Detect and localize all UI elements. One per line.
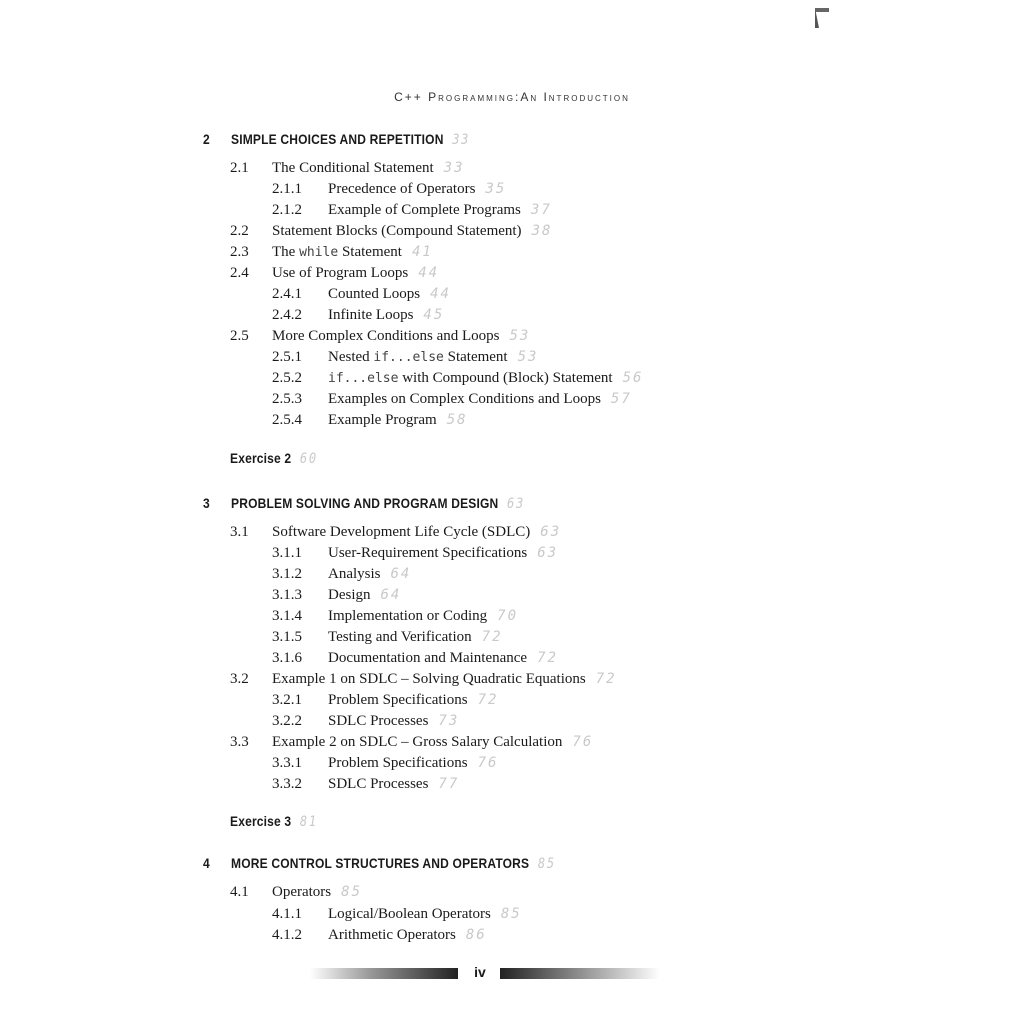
footer-bar-left bbox=[310, 968, 458, 979]
toc-title-text: Problem Specifications bbox=[328, 692, 468, 708]
toc-page-number: 60 bbox=[299, 451, 318, 467]
toc-page-number: 63 bbox=[540, 524, 562, 540]
toc-page-number: 86 bbox=[465, 927, 487, 943]
toc-entry-number: 3.3.2 bbox=[272, 776, 302, 792]
toc-entry-title bbox=[328, 905, 522, 923]
toc-page-number: 56 bbox=[622, 370, 644, 386]
toc-entry-title bbox=[230, 812, 318, 831]
toc-entry-number: 3.3 bbox=[230, 734, 249, 750]
toc-title-text: Analysis bbox=[328, 566, 381, 582]
toc-entry-title bbox=[230, 449, 318, 468]
toc-entry-number: 3 bbox=[203, 495, 210, 511]
toc-entry-number: 4.1.1 bbox=[272, 906, 302, 922]
toc-title-text: Logical/Boolean Operators bbox=[328, 906, 491, 922]
toc-entry-title bbox=[328, 754, 498, 772]
toc-page-number: 33 bbox=[443, 160, 465, 176]
toc-title-text: SDLC Processes bbox=[328, 776, 429, 792]
toc-title-text: with Compound (Block) Statement bbox=[398, 370, 613, 386]
toc-entry-number: 2.4.1 bbox=[272, 286, 302, 302]
toc-title-text: The bbox=[272, 244, 300, 260]
toc-title-text: SIMPLE CHOICES AND REPETITION bbox=[231, 131, 444, 147]
toc-title-text: Precedence of Operators bbox=[328, 181, 476, 197]
toc-entry-title bbox=[231, 494, 525, 513]
toc-page-number: 63 bbox=[507, 496, 525, 512]
toc-page-number: 41 bbox=[411, 244, 433, 260]
toc-entry-title bbox=[272, 883, 362, 901]
toc-title-text: SDLC Processes bbox=[328, 713, 429, 729]
toc-title-text: Documentation and Maintenance bbox=[328, 650, 528, 666]
toc-page-number: 57 bbox=[610, 391, 632, 407]
toc-entry-title bbox=[272, 523, 561, 541]
toc-title-text: Statement bbox=[443, 349, 508, 365]
toc-page-number: 76 bbox=[477, 755, 499, 771]
toc-entry-title bbox=[272, 159, 465, 177]
toc-entry-number: 2.5.4 bbox=[272, 412, 302, 428]
toc-title-text: Operators bbox=[272, 884, 332, 900]
toc-page-number: 72 bbox=[481, 629, 503, 645]
toc-title-text: Exercise 3 bbox=[230, 813, 292, 829]
toc-entry-title bbox=[328, 390, 632, 408]
toc-entry-title bbox=[328, 306, 444, 324]
toc-entry-title bbox=[272, 327, 530, 345]
toc-title-text: Arithmetic Operators bbox=[328, 927, 456, 943]
toc-page-number: 35 bbox=[485, 181, 507, 197]
toc-entry-number: 2 bbox=[203, 131, 210, 147]
toc-title-code: if...else bbox=[373, 350, 444, 365]
toc-page-number: 53 bbox=[517, 349, 539, 365]
toc-page-number: 64 bbox=[390, 566, 412, 582]
toc-page-number: 70 bbox=[497, 608, 518, 624]
toc-entry-number: 2.1.2 bbox=[272, 202, 302, 218]
toc-entry-number: 2.5.1 bbox=[272, 349, 302, 365]
toc-entry-number: 3.2.2 bbox=[272, 713, 302, 729]
toc-entry-title bbox=[272, 733, 593, 751]
toc-title-text: Nested bbox=[328, 349, 374, 365]
toc-page-number: 85 bbox=[500, 906, 522, 922]
toc-entry-number: 3.2 bbox=[230, 671, 249, 687]
toc-page-number: 76 bbox=[572, 734, 594, 750]
toc-title-text: MORE CONTROL STRUCTURES AND OPERATORS bbox=[231, 855, 530, 871]
toc-page-number: 33 bbox=[452, 132, 471, 148]
toc-page-number: 73 bbox=[438, 713, 460, 729]
toc-entry-number: 3.1.1 bbox=[272, 545, 302, 561]
toc-entry-number: 3.1.4 bbox=[272, 608, 302, 624]
toc-entry-number: 3.2.1 bbox=[272, 692, 302, 708]
toc-entry-title bbox=[328, 586, 401, 604]
toc-page-number: 77 bbox=[438, 776, 460, 792]
toc-entry-number: 2.5.2 bbox=[272, 370, 302, 386]
running-header: C++ Programming:An Introduction bbox=[394, 90, 630, 104]
toc-entry-title bbox=[328, 411, 468, 429]
toc-title-text: Design bbox=[328, 587, 371, 603]
toc-page-number: 53 bbox=[509, 328, 531, 344]
toc-entry-number: 2.1 bbox=[230, 160, 249, 176]
toc-title-text: Testing and Verification bbox=[328, 629, 472, 645]
toc-title-text: Infinite Loops bbox=[328, 307, 414, 323]
toc-entry-title bbox=[272, 264, 439, 282]
toc-entry-title bbox=[328, 775, 459, 793]
toc-entry-number: 2.2 bbox=[230, 223, 249, 239]
toc-entry-title bbox=[328, 201, 552, 219]
toc-entry-title bbox=[272, 670, 617, 688]
toc-entry-title bbox=[328, 649, 558, 667]
toc-entry-number: 2.5.3 bbox=[272, 391, 302, 407]
toc-title-text: Implementation or Coding bbox=[328, 608, 488, 624]
toc-title-text: More Complex Conditions and Loops bbox=[272, 328, 500, 344]
toc-entry-number: 2.4 bbox=[230, 265, 249, 281]
toc-title-text: Example 1 on SDLC – Solving Quadratic Equations bbox=[272, 671, 586, 687]
toc-entry-number: 3.1.6 bbox=[272, 650, 302, 666]
toc-title-text: Use of Program Loops bbox=[272, 265, 409, 281]
toc-entry-title bbox=[328, 926, 487, 944]
page-footer bbox=[0, 966, 1024, 982]
scan-corner-mark-tail bbox=[815, 8, 819, 28]
toc-entry-number: 4.1.2 bbox=[272, 927, 302, 943]
toc-page-number: 72 bbox=[595, 671, 617, 687]
toc-entry-title bbox=[328, 544, 558, 562]
toc-title-text: Counted Loops bbox=[328, 286, 421, 302]
toc-entry-title bbox=[328, 348, 538, 367]
toc-title-text: Statement bbox=[338, 244, 402, 260]
toc-title-text: Example of Complete Programs bbox=[328, 202, 521, 218]
toc-entry-number: 2.3 bbox=[230, 244, 249, 260]
toc-title-text: Example Program bbox=[328, 412, 437, 428]
toc-page-number: 85 bbox=[537, 856, 556, 872]
toc-title-text: User-Requirement Specifications bbox=[328, 545, 528, 561]
toc-entry-title bbox=[272, 243, 433, 262]
toc-entry-number: 2.1.1 bbox=[272, 181, 302, 197]
toc-title-text: PROBLEM SOLVING AND PROGRAM DESIGN bbox=[231, 495, 499, 511]
toc-title-text: The Conditional Statement bbox=[272, 160, 434, 176]
toc-title-text: Problem Specifications bbox=[328, 755, 468, 771]
toc-page-number: 72 bbox=[537, 650, 558, 666]
toc-title-text: Exercise 2 bbox=[230, 450, 292, 466]
toc-entry-number: 2.5 bbox=[230, 328, 249, 344]
toc-title-code: while bbox=[299, 245, 339, 260]
toc-page-number: 72 bbox=[477, 692, 499, 708]
toc-entry-number: 2.4.2 bbox=[272, 307, 302, 323]
page-number: iv bbox=[474, 964, 486, 980]
toc-title-text: Example 2 on SDLC – Gross Salary Calculation bbox=[272, 734, 563, 750]
toc-page-number: 38 bbox=[531, 223, 553, 239]
toc-title-text: Examples on Complex Conditions and Loops bbox=[328, 391, 601, 407]
toc-entry-number: 3.3.1 bbox=[272, 755, 302, 771]
toc-entry-title bbox=[272, 222, 552, 240]
toc-entry-title bbox=[328, 565, 411, 583]
toc-entry-number: 4 bbox=[203, 855, 210, 871]
toc-page-number: 58 bbox=[446, 412, 468, 428]
toc-entry-number: 3.1.3 bbox=[272, 587, 302, 603]
toc-entry-number: 3.1 bbox=[230, 524, 249, 540]
footer-bar-right bbox=[500, 968, 660, 979]
toc-entry-title bbox=[328, 628, 503, 646]
toc-entry-title bbox=[231, 854, 556, 873]
toc-page-number: 64 bbox=[380, 587, 402, 603]
toc-entry-title bbox=[328, 285, 451, 303]
toc-entry-title bbox=[328, 369, 643, 388]
toc-title-code: if...else bbox=[328, 371, 399, 386]
toc-page-number: 37 bbox=[530, 202, 552, 218]
toc-title-text: Software Development Life Cycle (SDLC) bbox=[272, 524, 531, 540]
toc-entry-title bbox=[231, 130, 470, 149]
toc-page-number: 45 bbox=[423, 307, 445, 323]
toc-title-text: Statement Blocks (Compound Statement) bbox=[272, 223, 522, 239]
toc-entry-title bbox=[328, 180, 506, 198]
toc-entry-title bbox=[328, 607, 518, 625]
toc-entry-number: 4.1 bbox=[230, 884, 249, 900]
toc-page-number: 44 bbox=[418, 265, 440, 281]
toc-page-number: 44 bbox=[430, 286, 451, 302]
toc-page-number: 81 bbox=[299, 814, 318, 830]
toc-page-number: 63 bbox=[537, 545, 559, 561]
toc-entry-title bbox=[328, 712, 459, 730]
toc-entry-number: 3.1.5 bbox=[272, 629, 302, 645]
toc-entry-number: 3.1.2 bbox=[272, 566, 302, 582]
toc-page-number: 85 bbox=[341, 884, 363, 900]
toc-entry-title bbox=[328, 691, 498, 709]
